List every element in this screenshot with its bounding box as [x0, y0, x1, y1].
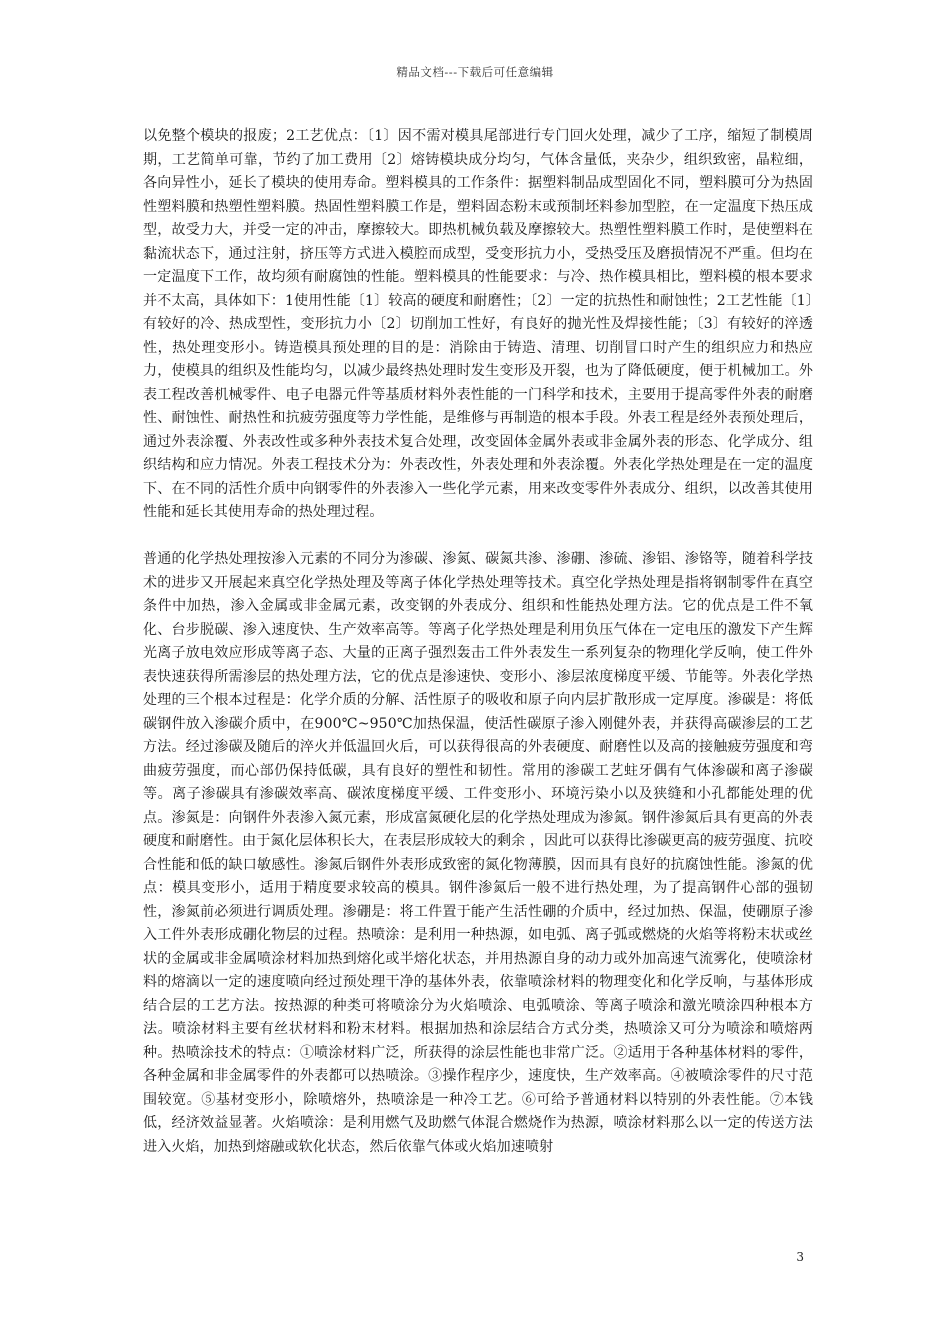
body-paragraph-1: 以免整个模块的报废；2工艺优点：〔1〕因不需对模具尾部进行专门回火处理，减少了工序，缩短了制模周期，工艺简单可靠，节约了加工费用〔2〕熔铸模块成分均匀，气体含量低，夹杂少，组织致密，晶粒细，各向异性小，延长了模块的使用寿命。塑料模具的工作条件：据塑料制品成型固化不同，塑料膜可分为热固性塑料膜和热塑性塑料膜。热固性塑料膜工作是，塑料固态粉末或预制坯料参加型腔，在一定温度下热压成型，故受力大，并受一定的冲击，摩擦较大。即热机械负载及摩擦较大。热塑性塑料膜工作时，是使塑料在黏流状态下，通过注射，挤压等方式进入模腔而成型，受变形抗力小，受热受压及磨损情况不严重。但均在一定温度下工作，故均须有耐腐蚀的性能。塑料模具的性能要求：与冷、热作模具相比，塑料模的根本要求并不太高，具体如下：1使用性能〔1〕较高的硬度和耐磨性；〔2〕一定的抗热性和耐蚀性；2工艺性能〔1〕有较好的冷、热成型性，变形抗力小〔2〕切削加工性好，有良好的抛光性及焊接性能；〔3〕有较好的淬透性，热处理变形小。铸造模具预处理的目的是：消除由于铸造、清理、切削冒口时产生的组织应力和热应力，使模具的组织及性能均匀，以减少最终热处理时发生变形及开裂，也为了降低硬度，便于机械加工。外表工程改善机械零件、电子电器元件等基质材料外表性能的一门科学和技术，主要用于提高零件外表的耐磨性、耐蚀性、耐热性和抗疲劳强度等力学性能，是维修与再制造的根本手段。外表工程是经外表预处理后，通过外表涂覆、外表改性或多种外表技术复合处理，改变固体金属外表或非金属外表的形态、化学成分、组织结构和应力情况。外表工程技术分为：外表改性，外表处理和外表涂覆。外表化学热处理是在一定的温度下、在不同的活性介质中向钢零件的外表渗入一些化学元素，用来改变零件外表成分、组织，以改善其使用性能和延长其使用寿命的热处理过程。	[143, 128, 813, 520]
document-body	[143, 125, 813, 1159]
page-header: 精品文档---下载后可任意编辑	[396, 65, 554, 79]
page-number: 3	[796, 1250, 804, 1264]
body-paragraph-2: 普通的化学热处理按渗入元素的不同分为渗碳、渗氮、碳氮共渗、渗硼、渗硫、渗铝、渗铬等，随着科学技术的进步又开展起来真空化学热处理及等离子体化学热处理等技术。真空化学热处理是指将钢制零件在真空条件中加热，渗入金属或非金属元素，改变钢的外表成分、组织和性能热处理方法。它的优点是工件不氧化、台步脱碳、渗入速度快、生产效率高等。等离子化学热处理是利用负压气体在一定电压的激发下产生辉光离子放电效应形成等离子态、大量的正离子强烈轰击工件外表发生一系列复杂的物理化学反响，使工件外表快速获得所需渗层的热处理方法，它的优点是渗速快、变形小、渗层浓度梯度平缓、节能等。外表化学热处理的三个根本过程是：化学介质的分解、活性原子的吸收和原子向内层扩散形成一定厚度。渗碳是：将低碳钢件放入渗碳介质中，在900℃~950℃加热保温，使活性碳原子渗入刚健外表，并获得高碳渗层的工艺方法。经过渗碳及随后的淬火并低温回火后，可以获得很高的外表硬度、耐磨性以及高的接触疲劳强度和弯曲疲劳强度，而心部仍保持低碳，具有良好的塑性和韧性。常用的渗碳工艺蛀牙偶有气体渗碳和离子渗碳等。离子渗碳具有渗碳效率高、碳浓度梯度平缓、工件变形小、环境污染小以及狭缝和小孔都能处理的优点。渗氮是：向钢件外表渗入氮元素，形成富氮硬化层的化学热处理成为渗氮。钢件渗氮后具有更高的外表硬度和耐磨性。由于氮化层体积长大，在表层形成较大的剩余 ，因此可以获得比渗碳更高的疲劳强度、抗咬合性能和低的缺口敏感性。渗氮后钢件外表形成致密的氮化物薄膜，因而具有良好的抗腐蚀性能。渗氮的优点：模具变形小，适用于精度要求较高的模具。钢件渗氮后一般不进行热处理，为了提高钢件心部的强韧性，渗氮前必须进行调质处理。渗硼是：将工件置于能产生活性硼的介质中，经过加热、保温，使硼原子渗入工件外表形成硼化物层的过程。热喷涂：是利用一种热源，如电弧、离子弧或燃烧的火焰等将粉末状或丝状的金属或非金属喷涂材料加热到熔化或半熔化状态，并用热源自身的动力或外加高速气流雾化，使喷涂材料的熔滴以一定的速度喷向经过预处理干净的基体外表，依靠喷涂材料的物理变化和化学反响，与基体形成结合层的工艺方法。按热源的种类可将喷涂分为火焰喷涂、电弧喷涂、等离子喷涂和激光喷涂四种根本方法。喷涂材料主要有丝状材料和粉末材料。根据加热和涂层结合方式分类，热喷涂又可分为喷涂和喷熔两种。热喷涂技术的特点：①喷涂材料广泛，所获得的涂层性能也非常广泛。②适用于各种基体材料的零件，各种金属和非金属零件的外表都可以热喷涂。③操作程序少，速度快，生产效率高。④被喷涂零件的尺寸范围较宽。⑤基材变形小，除喷熔外，热喷涂是一种冷工艺。⑥可给予普通材料以特别的外表性能。⑦本钱低，经济效益显著。火焰喷涂：是利用燃气及助燃气体混合燃烧作为热源，喷涂材料那么以一定的传送方法进入火焰，加热到熔融或软化状态，然后依靠气体或火焰加速喷射	[143, 551, 813, 1155]
